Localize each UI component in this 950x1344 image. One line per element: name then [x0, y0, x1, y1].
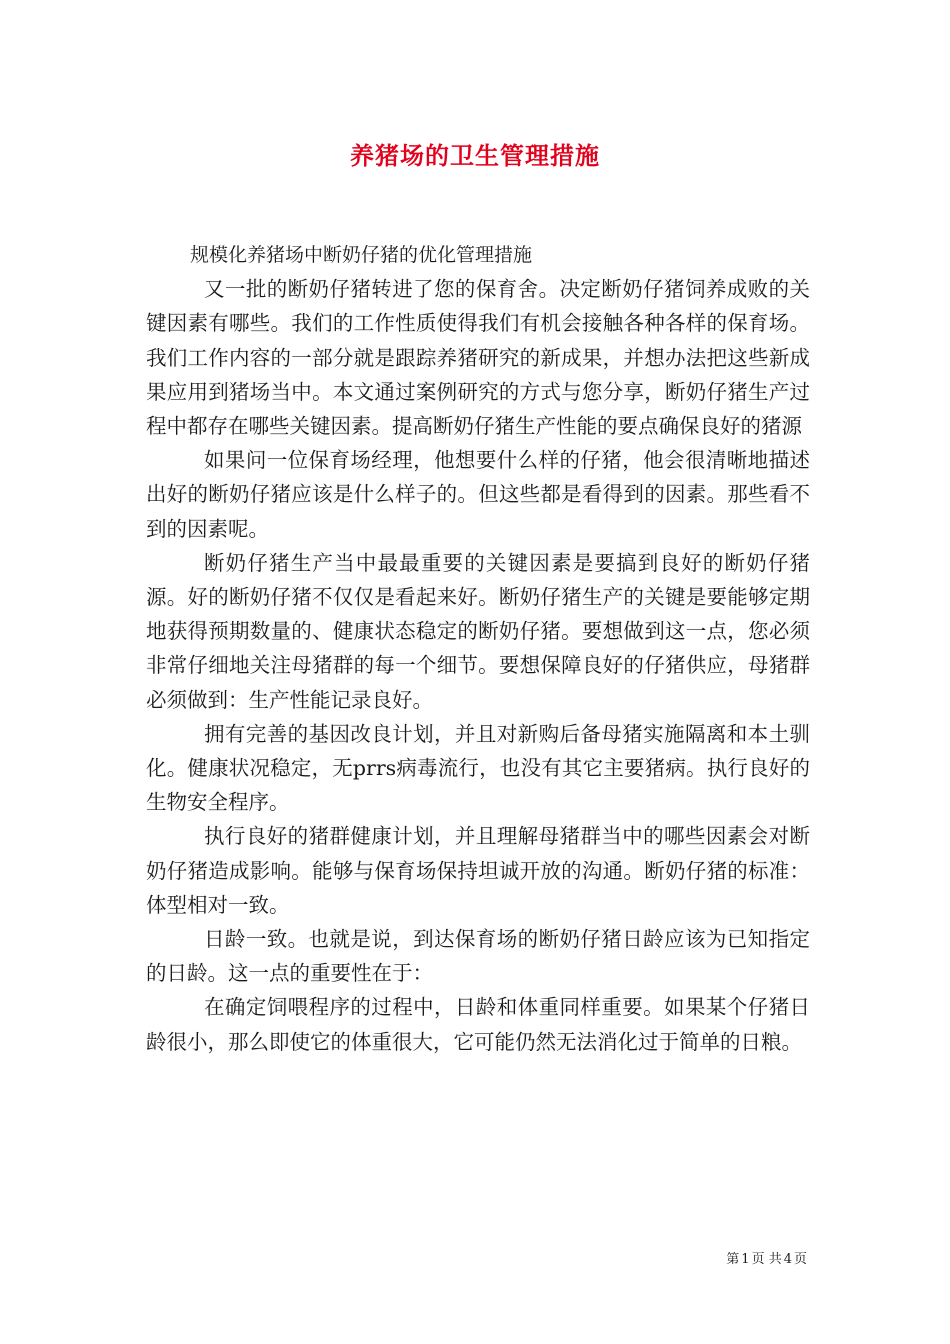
paragraph-6: 日龄一致。也就是说，到达保育场的断奶仔猪日龄应该为已知指定的日龄。这一点的重要性在于：	[146, 927, 810, 986]
footer-middle: 页 共	[751, 1252, 782, 1267]
paragraph-2: 如果问一位保育场经理，他想要什么样的仔猪，他会很清晰地描述出好的断奶仔猪应该是什么样子的。但这些都是看得到的因素。那些看不到的因素呢。	[146, 448, 810, 541]
page-footer	[0, 1248, 808, 1267]
footer-total-pages: 4	[783, 1252, 792, 1267]
document-title: 养猪场的卫生管理措施	[350, 141, 600, 170]
paragraph-1: 又一批的断奶仔猪转进了您的保育舍。决定断奶仔猪饲养成败的关键因素有哪些。我们的工作性质使得我们有机会接触各种各样的保育场。我们工作内容的一部分就是跟踪养猪研究的新成果，并想办法把这些新成果应用到猪场当中。本文通过案例研究的方式与您分享，断奶仔猪生产过程中都存在哪些关键因素。提高断奶仔猪生产性能的要点确保良好的猪源	[146, 277, 810, 439]
footer-suffix: 页	[793, 1252, 807, 1267]
document-subtitle: 规模化养猪场中断奶仔猪的优化管理措施	[190, 244, 533, 266]
paragraph-4: 拥有完善的基因改良计划，并且对新购后备母猪实施隔离和本土驯化。健康状况稳定，无prrs病毒流行，也没有其它主要猪病。执行良好的生物安全程序。	[146, 721, 810, 815]
paragraph-3: 断奶仔猪生产当中最最重要的关键因素是要搞到良好的断奶仔猪源。好的断奶仔猪不仅仅是看起来好。断奶仔猪生产的关键是要能够定期地获得预期数量的、健康状态稳定的断奶仔猪。要想做到这一点，您必须非常仔细地关注母猪群的每一个细节。要想保障良好的仔猪供应，母猪群必须做到：生产性能记录良好。	[146, 550, 810, 712]
document-body	[146, 238, 810, 1059]
footer-current-page: 1	[741, 1252, 750, 1267]
paragraph-7: 在确定饲喂程序的过程中，日龄和体重同样重要。如果某个仔猪日龄很小，那么即使它的体重很大，它可能仍然无法消化过于简单的日粮。	[146, 995, 810, 1054]
footer-prefix: 第	[726, 1252, 740, 1267]
paragraph-5: 执行良好的猪群健康计划，并且理解母猪群当中的哪些因素会对断奶仔猪造成影响。能够与保育场保持坦诚开放的沟通。断奶仔猪的标准：体型相对一致。	[146, 824, 810, 917]
